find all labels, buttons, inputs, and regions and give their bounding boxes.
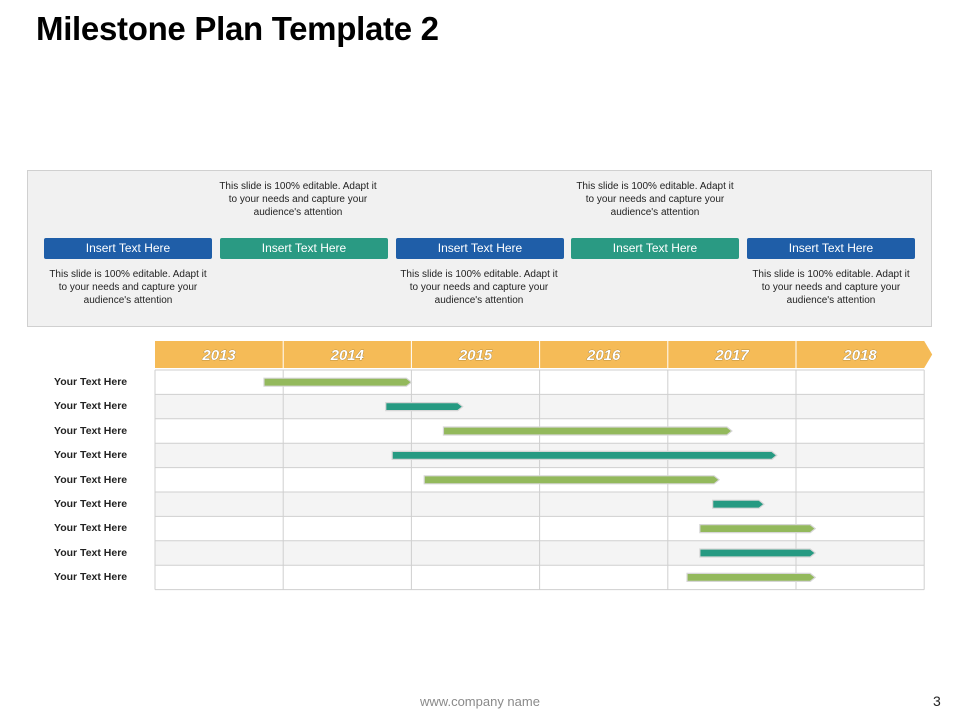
milestone-3-button[interactable]: Insert Text Here — [396, 238, 564, 259]
slide-title: Milestone Plan Template 2 — [36, 10, 439, 47]
gantt-bar-1 — [264, 378, 411, 386]
gantt-bar-6 — [713, 500, 764, 508]
milestone-4-button[interactable]: Insert Text Here — [571, 238, 739, 259]
row-label-8: Your Text Here — [54, 546, 128, 559]
gantt-bar-7 — [700, 525, 815, 533]
milestone-3-description: This slide is 100% editable. Adapt it to your needs and capture your audience's attention — [400, 269, 558, 306]
row-label-2: Your Text Here — [54, 400, 128, 413]
milestone-5-button[interactable]: Insert Text Here — [747, 238, 915, 259]
gantt-bar-8 — [700, 549, 815, 557]
milestone-5-description: This slide is 100% editable. Adapt it to your needs and capture your audience's attention — [752, 269, 910, 306]
milestone-4-description: This slide is 100% editable. Adapt it to your needs and capture your audience's attention — [576, 181, 734, 218]
row-label-6: Your Text Here — [54, 498, 128, 510]
row-label-3: Your Text Here — [54, 424, 128, 437]
year-label-2013: 2013 — [202, 347, 236, 364]
gantt-bar-2 — [386, 403, 463, 411]
row-label-1: Your Text Here — [54, 376, 128, 388]
milestone-1-button[interactable]: Insert Text Here — [44, 238, 212, 259]
gantt-bar-4 — [392, 451, 777, 459]
milestone-2-button[interactable]: Insert Text Here — [220, 238, 388, 259]
year-label-2016: 2016 — [587, 347, 621, 364]
year-label-2014: 2014 — [330, 347, 364, 364]
milestone-2-description: This slide is 100% editable. Adapt it to your needs and capture your audience's attention — [219, 181, 377, 218]
row-label-7: Your Text Here — [54, 522, 128, 535]
row-label-4: Your Text Here — [54, 449, 128, 462]
row-label-5: Your Text Here — [54, 473, 128, 486]
year-label-2017: 2017 — [715, 347, 749, 364]
year-label-2018: 2018 — [843, 347, 877, 364]
page-number: 3 — [933, 693, 941, 709]
milestone-1-description: This slide is 100% editable. Adapt it to your needs and capture your audience's attention — [49, 269, 207, 306]
gantt-bar-5 — [424, 476, 719, 484]
row-label-9: Your Text Here — [54, 571, 128, 584]
year-label-2015: 2015 — [458, 347, 493, 364]
gantt-bar-3 — [443, 427, 731, 435]
footer-url: www.company name — [420, 694, 540, 709]
gantt-bar-9 — [687, 573, 815, 581]
timeline-header — [155, 341, 932, 368]
